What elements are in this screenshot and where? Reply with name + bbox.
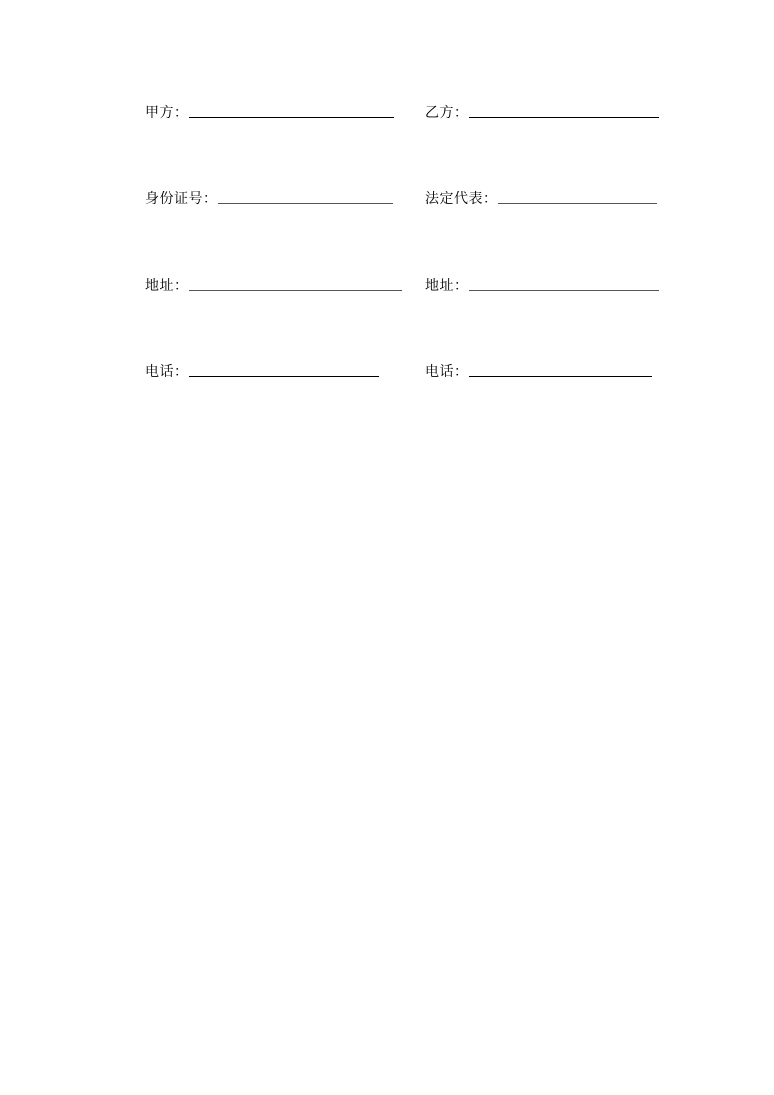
id-number-field <box>145 186 393 208</box>
address-a-label: 地址： <box>145 278 189 294</box>
id-number-line[interactable] <box>218 203 393 204</box>
address-a-line[interactable] <box>189 290 402 291</box>
party-b-label: 乙方： <box>425 105 469 121</box>
party-a-label: 甲方： <box>145 105 189 121</box>
phone-b-label: 电话： <box>425 364 469 380</box>
phone-b-field <box>425 359 652 381</box>
party-a-field <box>145 100 394 122</box>
legal-rep-line[interactable] <box>498 203 657 204</box>
party-b-field <box>425 100 659 122</box>
phone-a-field <box>145 359 379 381</box>
legal-rep-field <box>425 186 657 208</box>
party-b-signature-line[interactable] <box>469 117 659 118</box>
phone-a-label: 电话： <box>145 364 189 380</box>
address-b-line[interactable] <box>469 290 659 291</box>
address-b-field <box>425 273 659 295</box>
address-b-label: 地址： <box>425 278 469 294</box>
address-a-field <box>145 273 402 295</box>
id-number-label: 身份证号： <box>145 191 218 207</box>
party-a-signature-line[interactable] <box>189 117 394 118</box>
phone-b-line[interactable] <box>469 376 652 377</box>
phone-a-line[interactable] <box>189 376 379 377</box>
legal-rep-label: 法定代表： <box>425 191 498 207</box>
